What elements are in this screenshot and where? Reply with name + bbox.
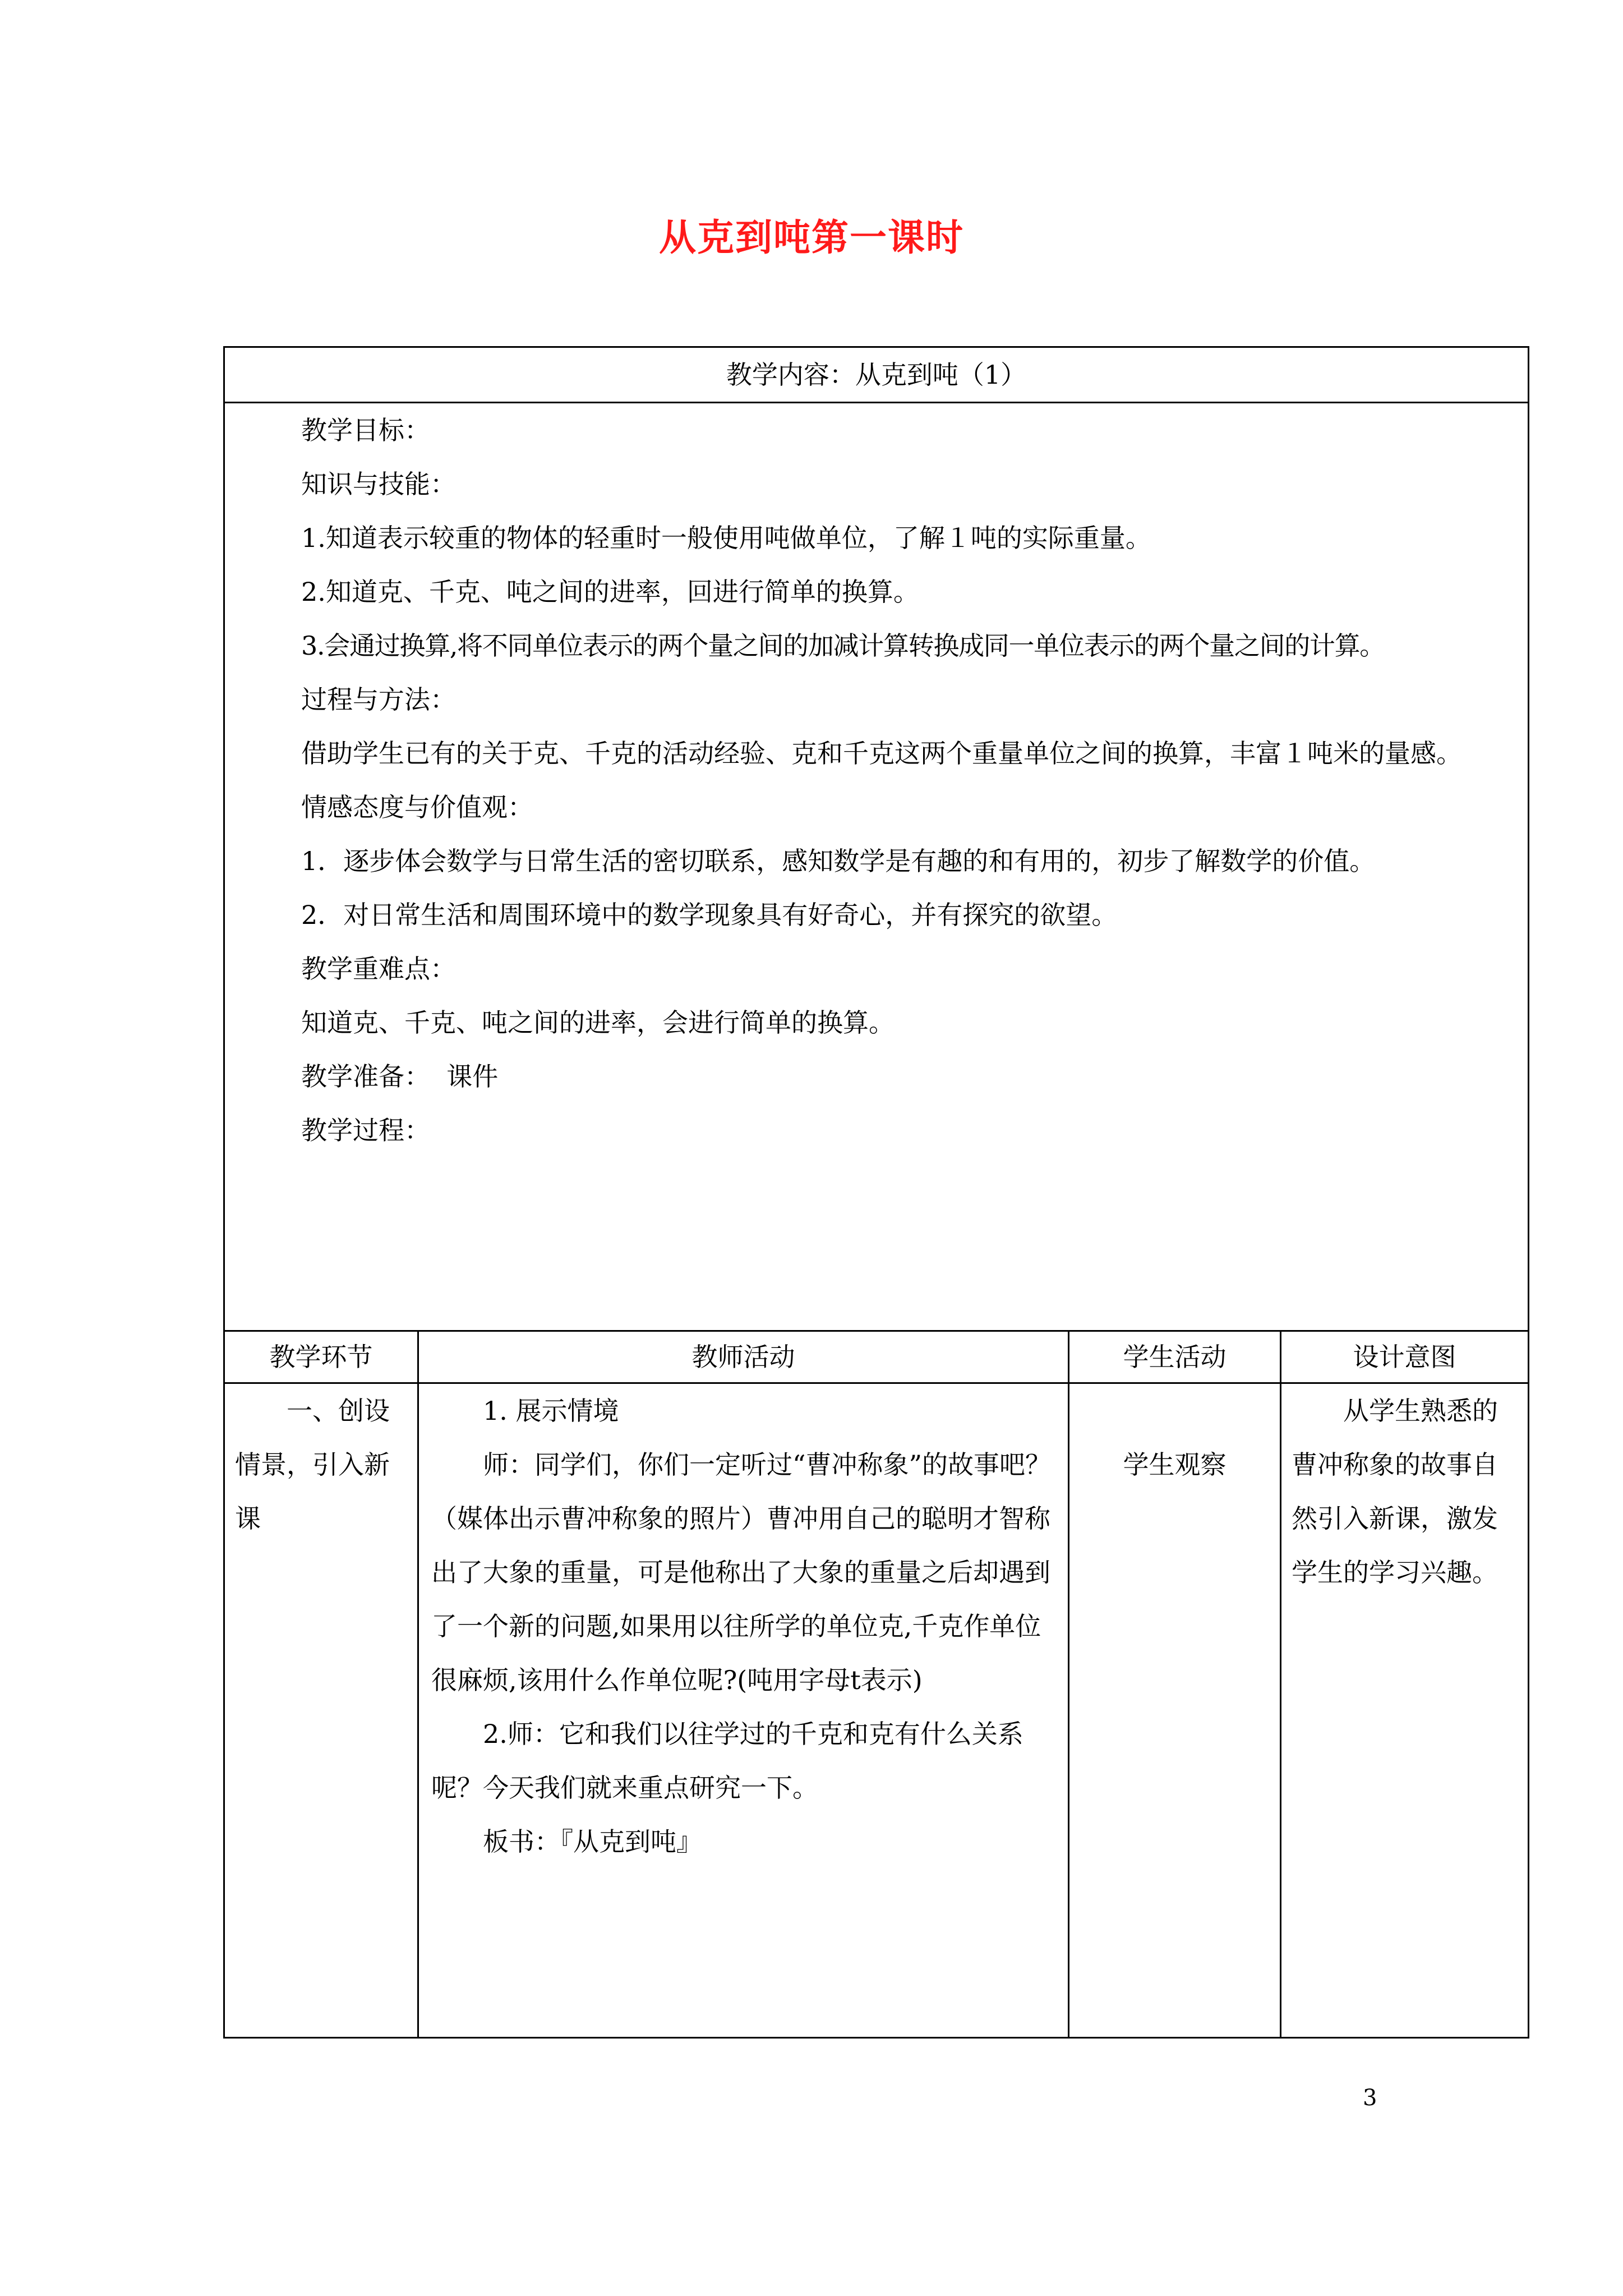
objective-line: 借助学生已有的关于克、千克的活动经验、克和千克这两个重量单位之间的换算，丰富１吨米的量感。 — [301, 738, 1462, 769]
page-number: 3 — [1363, 2085, 1377, 2111]
objective-line: 1.知道表示较重的物体的轻重时一般使用吨做单位，了解１吨的实际重量。 — [301, 523, 1151, 553]
objective-line: 情感态度与价值观： — [301, 792, 533, 822]
student-activity-cell: 学生观察 — [1069, 1383, 1281, 2038]
teacher-activity-line: 师：同学们，你们一定听过“曹冲称象”的故事吧？（媒体出示曹冲称象的照片）曹冲用自己的聪明才智称出了大象的重量，可是他称出了大象的重量之后却遇到了一个新的问题,如果用以往所学的单位克,千克作单位很麻烦,该用什么作单位呢?(吨用字母t表示) — [431, 1450, 1052, 1695]
objective-line: 教学过程： — [301, 1115, 430, 1145]
column-header-intent: 设计意图 — [1281, 1331, 1529, 1383]
objective-line: 3.会通过换算,将不同单位表示的两个量之间的加减计算转换成同一单位表示的两个量之间的计算。 — [301, 631, 1385, 661]
teacher-activity-line: 2.师：它和我们以往学过的千克和克有什么关系呢？今天我们就来重点研究一下。 — [431, 1719, 1023, 1803]
page-title: 从克到吨第一课时 — [659, 215, 964, 259]
objective-line: 知道克、千克、吨之间的进率，会进行简单的换算。 — [301, 1007, 895, 1038]
objective-line: 教学重难点： — [301, 954, 456, 984]
stage-cell: 一、创设情景，引入新课 — [224, 1383, 418, 2038]
objective-line: 1．逐步体会数学与日常生活的密切联系，感知数学是有趣的和有用的，初步了解数学的价值。 — [301, 846, 1376, 876]
objective-line: 教学目标： — [301, 415, 430, 445]
teacher-activity-line: 1. 展示情境 — [483, 1396, 619, 1426]
teacher-activity-line: 板书：『从克到吨』 — [483, 1826, 702, 1857]
column-header-student: 学生活动 — [1069, 1331, 1281, 1383]
objective-line: 2.知道克、千克、吨之间的进率，回进行简单的换算。 — [301, 577, 919, 607]
column-header-teacher: 教师活动 — [418, 1331, 1069, 1383]
lesson-plan-table — [223, 346, 1529, 2039]
teacher-activity-cell — [418, 1383, 1069, 2038]
objective-line: 过程与方法： — [301, 684, 456, 715]
design-intent-cell: 从学生熟悉的曹冲称象的故事自然引入新课，激发学生的学习兴趣。 — [1281, 1383, 1529, 2038]
content-header: 教学内容：从克到吨（1） — [224, 347, 1529, 403]
objective-line: 2．对日常生活和周围环境中的数学现象具有好奇心，并有探究的欲望。 — [301, 900, 1118, 930]
objective-line: 教学准备： 课件 — [301, 1061, 499, 1092]
column-header-stage: 教学环节 — [224, 1331, 418, 1383]
objectives-cell — [224, 403, 1529, 1331]
objective-line: 知识与技能： — [301, 469, 456, 499]
